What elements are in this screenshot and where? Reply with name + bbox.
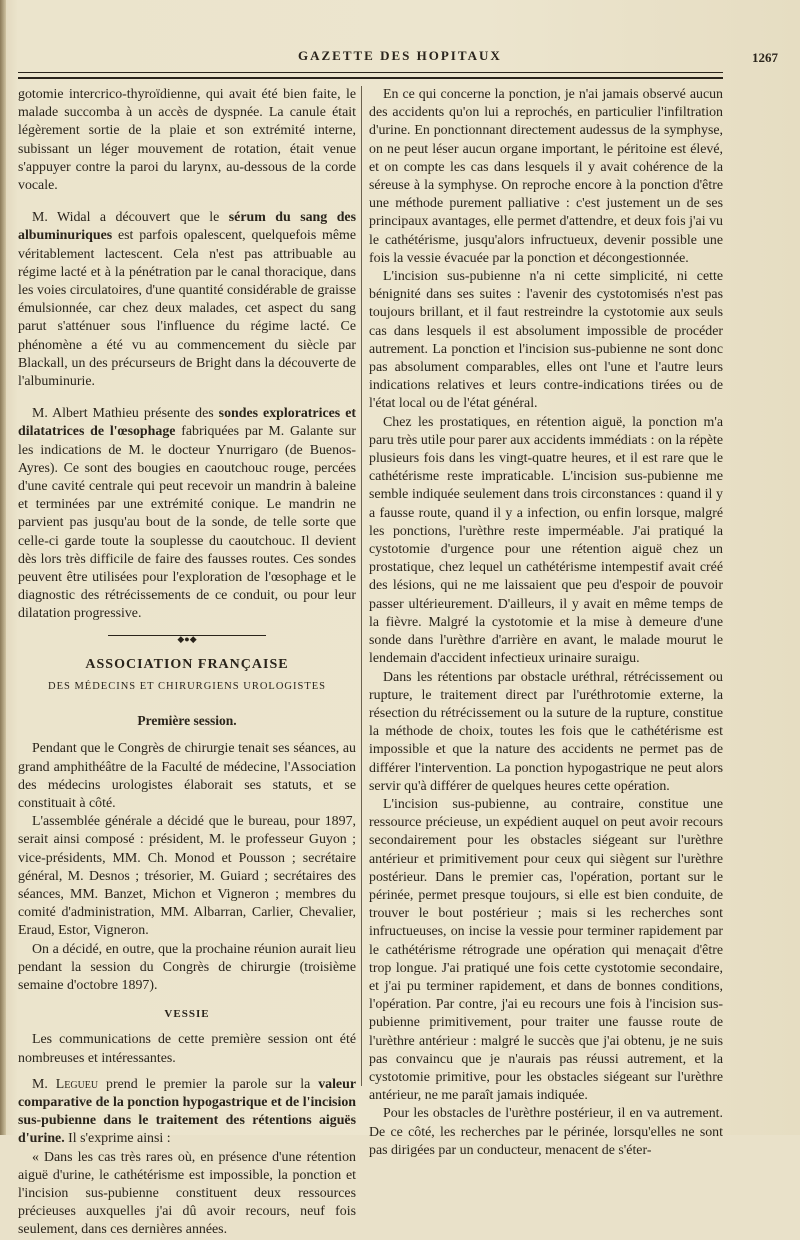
paragraph: Les communications de cette première session ont été nombreuses et intéressantes.	[18, 1032, 356, 1066]
paragraph: « Dans les cas très rares où, en présence d'une rétention aiguë d'urine, le cathétérisme est impossible, la ponction et l'incision sus-pubienne constituent deux ressources précieuses auxquelles j'ai dû avoir recours, neuf fois seulement, dans ces dernières années.	[18, 1149, 356, 1238]
right-column	[369, 86, 723, 1160]
paragraph: Pour les obstacles de l'urèthre postérieur, il en va autrement. De ce côté, les recherches par le périnée, lorsqu'elles ne sont pas dirigées par un conducteur, menacent de s'éter-	[369, 1106, 723, 1158]
paragraph: Dans les rétentions par obstacle uréthral, rétrécissement ou rupture, le traitement direct par l'uréthrotomie externe, la résection du rétrécissement ou la suture de la rupture, constitue la méthode de choix, toutes les fois que le cathétérisme est impossible et que la nature des accidents ne permet pas de différer l'intervention. La ponction hypogastrique ne peut alors servir qu'à différer de quelques heures cette opération.	[369, 669, 723, 794]
paragraph: M. Widal a découvert que le sérum du sang des albuminuriques est parfois opalescent, quelquefois même véritablement lactescent. Cela n'est pas attribuable au régime lacté et à la pénétration par le canal thoracique, dans les voies circulatoires, d'une quantité considérable de graisse émulsionnée, car chez deux malades, cet aspect du sang parut s'atténuer sous l'influence du régime lacté. Ce phénomène a été vu au commencement du siècle par Blackall, un des précurseurs de Bright dans la découverte de l'albuminurie.	[18, 210, 356, 390]
paragraph: Pendant que le Congrès de chirurgie tenait ses séances, au grand amphithéâtre de la Faculté de médecine, l'Association des médecins urologistes élaborait ses statuts, et se constituait à côté.	[18, 741, 356, 811]
header-rule	[18, 72, 723, 79]
subheading: VESSIE	[164, 1008, 210, 1021]
paragraph: Chez les prostatiques, en rétention aiguë, la ponction m'a paru très utile pour parer aux accidents immédiats : on la répète plusieurs fois dans les vingt-quatre heures, et il est rare que le cathétérisme reste impraticable. L'incision sus-pubienne me semble indiquée seulement dans trois circonstances : quand il y a fausse route, quand il y a infection, ou enfin lorsque, malgré les ponctions, l'urèthre reste imperméable. J'ai pratiqué la cystotomie d'urgence pour une rétention aiguë chez un prostatique, chez lequel un cathétérisme intempestif avait créé des lésions, qui ne me laissaient que peu d'espoir de pouvoir passer ultérieurement. D'ailleurs, il y avait en même temps de la fièvre. Malgré la cystotomie et la mise à demeure d'une sonde dans l'urèthre d'arrière en avant, le malade mourut le lendemain d'accident infectieux urinaire suraigu.	[369, 414, 723, 667]
paragraph: L'incision sus-pubienne, au contraire, constitue une ressource précieuse, un expédient auquel on peut avoir recours secondairement pour les obstacles siégeant sur l'urèthre antérieur et primitivement pour ceux qui siègent sur l'urèthre postérieur. Dans le premier cas, l'opération, portant sur le périnée, permet presque toujours, si elle est bien conduite, de trouver le bout postérieur ; mais si les recherches sont infructueuses, on incise la vessie pour terminer rapidement par le cathétérisme rétrograde une opération qui menaçait d'être trop longue. J'ai pratiqué une fois cette cystotomie secondaire, et j'ai pu terminer rapidement, et dans de bonnes conditions, l'opération. Par contre, j'ai eu recours une fois à l'incision sus-pubienne primitivement, pour traiter une fausse route de l'urèthre antérieur : malgré le succès que j'ai obtenu, je ne suis pas convaincu que je n'aurais pas réussi autrement, et la cystotomie primitive, pour les obstacles siégeant sur l'urèthre antérieur, ne me paraît jamais indiquée.	[369, 796, 723, 1104]
running-title: GAZETTE DES HOPITAUX	[298, 48, 502, 63]
separator-ornament: ◆●◆	[18, 630, 356, 642]
column-divider	[361, 86, 362, 1086]
paragraph: On a décidé, en outre, que la prochaine réunion aurait lieu pendant la session du Congrès de chirurgie (troisième semaine d'octobre 1897).	[18, 941, 356, 993]
section-subtitle: DES MÉDECINS ET CHIRURGIENS UROLOGISTES	[48, 680, 326, 692]
paragraph: M. Legueu prend le premier la parole sur la valeur comparative de la ponction hypogastrique et de l'incision sus-pubienne dans le traitement des rétentions aiguës d'urine. Il s'exprime ainsi :	[18, 1076, 356, 1147]
bold-topic: sondes exploratrices et dilatatrices de l'œsophage	[18, 406, 356, 440]
section-title: ASSOCIATION FRANÇAISE	[85, 656, 289, 672]
session-title: Première session.	[137, 713, 237, 729]
page-number: 1267	[752, 50, 778, 65]
binding-edge	[0, 0, 6, 1135]
paragraph: M. Albert Mathieu présente des sondes exploratrices et dilatatrices de l'œsophage fabriquées par M. Galante sur les indications de M. le docteur Ynurrigaro (de Buenos-Ayres). Ce sont des bougies en caoutchouc rouge, percées d'une cavité centrale qui peut recevoir un mandrin à baleine et terminées par une extrémité conique. Le mandrin ne parvient pas jusqu'au bout de la sonde, de telle sorte que celle-ci garde toute la souplesse du caoutchouc. Il devient dès lors très difficile de faire des fausses routes. Ces sondes peuvent être utilisées pour l'exploration de l'œsophage et le diagnostic des rétrécissements de ce conduit, ou pour leur dilatation progressive.	[18, 406, 356, 622]
paragraph: En ce qui concerne la ponction, je n'ai jamais observé aucun des accidents qu'on lui a reprochés, en particulier l'infiltration d'urine. En ponctionnant directement audessus de la symphyse, on ne peut léser aucun organe important, le péritoine est élevé, et on compte les cas dans lesquels il y avait cohérence de la séreuse à la symphyse. On reproche encore à la ponction d'être une méthode purement palliative : c'est justement un de ses principaux avantages, elle permet d'attendre, et deux fois j'ai vu le cathétérisme, jusqu'alors infructueux, devenir possible une fois la vessie évacuée par la ponction et décongestionnée.	[369, 87, 723, 266]
speaker-name: M. Legueu	[32, 1076, 99, 1092]
left-column	[18, 86, 356, 1240]
paragraph: gotomie intercrico-thyroïdienne, qui avait été bien faite, le malade succomba à un accès de dyspnée. La canule était légèrement sortie de la plaie et son extrémité interne, subissant un léger mouvement de rotation, était venue s'appuyer contre la paroi du larynx, au-dessous de la corde vocale.	[18, 87, 356, 194]
bold-topic: valeur comparative de la ponction hypogastrique et de l'incision sus-pubienne dans le traitement des rétentions aiguës d'urine.	[18, 1076, 356, 1147]
bold-topic: sérum du sang des albuminuriques	[18, 210, 356, 244]
paragraph: L'incision sus-pubienne n'a ni cette simplicité, ni cette bénignité dans ses suites : l'avenir des cystotomisés n'est pas toujours brillant, et il faut restreindre la cystotomie aux seuls cas dans lesquels il est absolument impossible de procéder autrement. La ponction et l'incision sus-pubienne ne sont donc pas absolument comparables, elles ont l'une et l'autre leurs indications relatives et leurs contre-indications tirées ou de l'état local ou de l'état général.	[369, 269, 723, 412]
paragraph: L'assemblée générale a décidé que le bureau, pour 1897, serait ainsi composé : président, M. le professeur Guyon ; vice-présidents, MM. Ch. Monod et Pousson ; secrétaire général, M. Desnos ; trésorier, M. Guiard ; secrétaires des séances, MM. Banzet, Michon et Vigneron ; membres du comité d'administration, MM. Albarran, Carlier, Chevalier, Eraud, Estor, Vigneron.	[18, 814, 356, 939]
running-head	[18, 46, 778, 68]
